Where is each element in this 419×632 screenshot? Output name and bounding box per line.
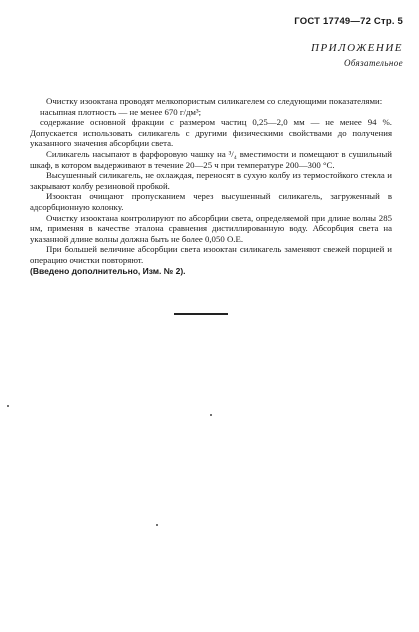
paragraph-replacement: При большей величине абсорбции света изооктан силикагель заменяют свежей порцией и операцию очистки повторяют. (30, 244, 392, 265)
paragraph-fraction: содержание основной фракции с размером частиц 0,25—2,0 мм — не менее 94 %. Допускается использовать силикагель с другими физическими свойствами до получения указанного значения абсорбции света. (30, 117, 392, 149)
paragraph-drying: Силикагель насыпают в фарфоровую чашку на ³/₄ вместимости и помещают в сушильный шкаф, в котором выдерживают в течение 20—25 ч при температуре 200—300 °С. (30, 148, 392, 170)
appendix-heading (311, 42, 403, 68)
appendix-subtitle: Обязательное (343, 58, 403, 68)
page-header: ГОСТ 17749—72 Стр. 5 (294, 16, 403, 27)
scan-speck (7, 405, 9, 407)
paragraph-control: Очистку изооктана контролируют по абсорбции света, определяемой при длине волны 285 нм, применяя в качестве эталона сравнения дистиллированную воду. Абсорбция света на указанной длине волны должна быть не более 0,050 О.Е. (30, 212, 392, 244)
paragraph-bulk-density: насыпная плотность — не менее 670 г/дм³; (40, 106, 202, 117)
appendix-body (30, 96, 392, 276)
scan-speck (210, 414, 212, 416)
appendix-title: ПРИЛОЖЕНИЕ (311, 42, 403, 54)
paragraph-purification: Изооктан очищают пропусканием через высушенный силикагель, загруженный в адсорбционную колонку. (30, 191, 392, 212)
paragraph-transfer: Высушенный силикагель, не охлаждая, переносят в сухую колбу из термостойкого стекла и закрывают колбу резиновой пробкой. (30, 170, 392, 191)
scan-speck (156, 524, 158, 526)
section-divider (174, 313, 228, 315)
paragraph-intro: Очистку изооктана проводят мелкопористым силикагелем со следующими показателями: (46, 96, 383, 106)
amendment-note: (Введено дополнительно, Изм. № 2). (30, 265, 186, 276)
